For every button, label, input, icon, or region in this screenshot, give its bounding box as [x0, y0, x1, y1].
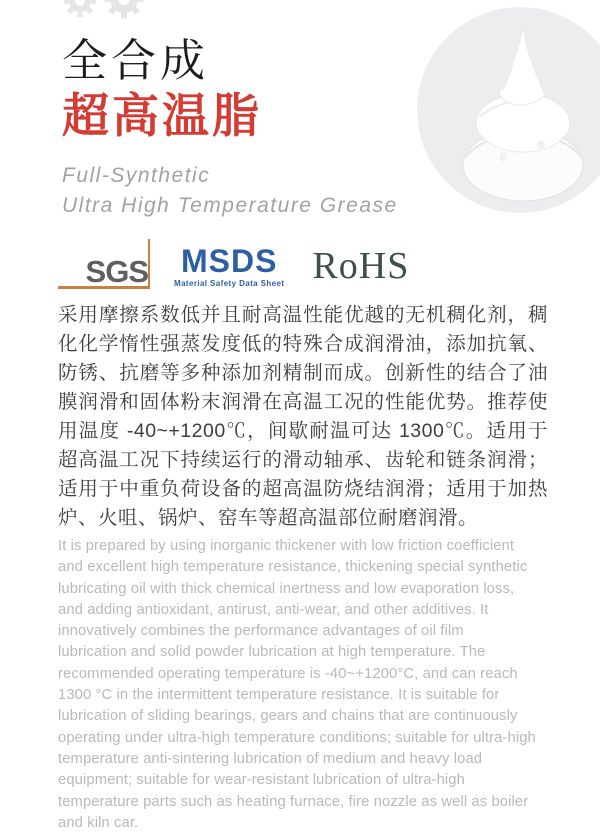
- page-title-cn-red: 超高温脂: [62, 89, 262, 142]
- description-chinese: 采用摩擦系数低并且耐高温性能优越的无机稠化剂，稠化化学惰性强蒸发度低的特殊合成润滑油，添加抗氧、防锈、抗磨等多种添加剂精制而成。创新性的结合了油膜润滑和固体粉末润滑在高温工况的性能优势。推荐使用温度 -40~+1200℃，间歇耐温可达 1300℃。适用于超高温工况下持续运行的滑动轴承、齿轮和链条润滑；适用于中重负荷设备的超高温防烧结润滑；适用于加热炉、火咀、锅炉、窑车等超高温部位耐磨润滑。: [58, 304, 548, 529]
- gears-icon: [56, 0, 166, 30]
- sgs-accent-line: [148, 239, 150, 289]
- sgs-label: SGS: [85, 253, 148, 289]
- page-subtitle-en: [62, 161, 398, 221]
- page-title-cn-black: 全合成: [62, 35, 210, 86]
- description-english: It is prepared by using inorganic thickener with low friction coefficient and excellent high temperature resistance, thickening special synthetic lubricating oil with thick chemical inertness and low evaporation loss, and adding antioxidant, antirust, anti-wear, and other additives. It innovatively combines the performance advantages of oil film lubrication and solid powder lubrication at high temperature. The recommended operating temperature is -40~+1200°C, and can reach 1300 °C in the intermittent temperature resistance. It is suitable for lubrication of sliding bearings, gears and chains that are continuously operating under ultra-high temperature conditions; suitable for ultra-high temperature anti-sintering lubrication of medium and heavy load equipment; suitable for wear-resistant lubrication of ultra-high temperature parts such as heating furnace, fire nozzle as well as boiler and kiln car.: [58, 538, 536, 831]
- product-photo: [417, 7, 600, 213]
- msds-badge: [174, 242, 285, 288]
- sgs-badge: [58, 243, 148, 289]
- subtitle-line2: Ultra High Temperature Grease: [62, 194, 398, 218]
- msds-label: MSDS: [181, 242, 278, 279]
- certification-badges: [58, 240, 418, 292]
- header: [62, 34, 398, 221]
- grease-dollop-image: [445, 17, 600, 207]
- rohs-badge: RoHS: [312, 245, 410, 287]
- subtitle-line1: Full-Synthetic: [62, 164, 211, 188]
- msds-subtitle: Material Safety Data Sheet: [174, 278, 285, 288]
